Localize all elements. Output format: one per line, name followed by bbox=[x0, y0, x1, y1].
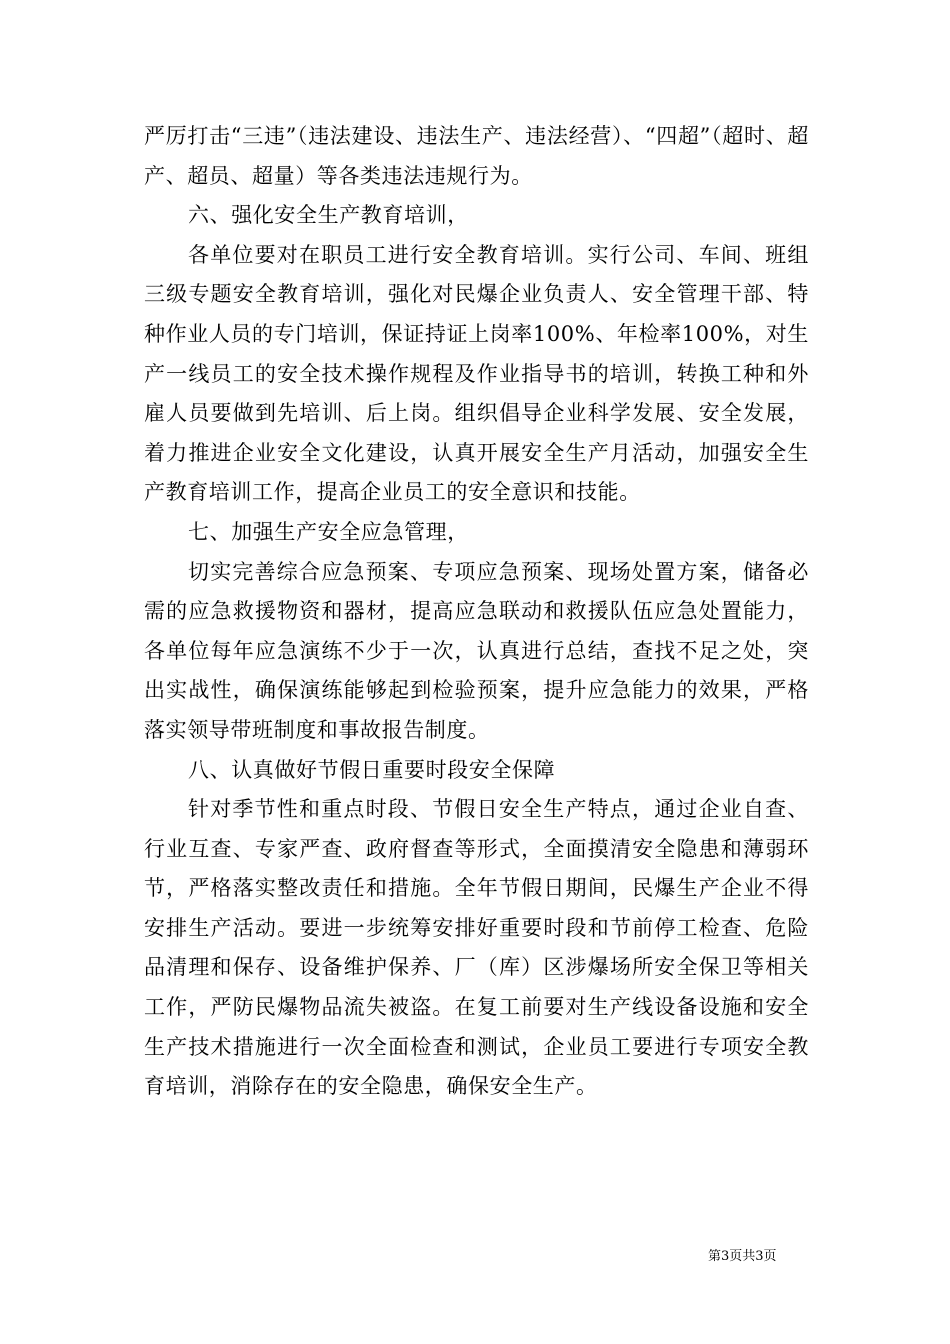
paragraph-emergency: 切实完善综合应急预案、专项应急预案、现场处置方案，储备必需的应急救援物资和器材，提高应急联动和救援队伍应急处置能力，各单位每年应急演练不少于一次，认真进行总结，查找不足之处，突出实战性，确保演练能够起到检验预案，提升应急能力的效果，严格落实领导带班制度和事故报告制度。 bbox=[144, 559, 809, 742]
paragraph-continuation: 严厉打击“三违”（违法建设、违法生产、违法经营）、“四超”（超时、超产、超员、超量）等各类违法违规行为。 bbox=[144, 124, 809, 188]
section-heading-seven: 七、加强生产安全应急管理， bbox=[188, 519, 469, 544]
paragraph-holiday-safety: 针对季节性和重点时段、节假日安全生产特点，通过企业自查、行业互查、专家严查、政府督查等形式，全面摸清安全隐患和薄弱环节，严格落实整改责任和措施。全年节假日期间，民爆生产企业不得安排生产活动。要进一步统筹安排好重要时段和节前停工检查、危险品清理和保存、设备维护保养、厂（库）区涉爆场所安全保卫等相关工作，严防民爆物品流失被盗。在复工前要对生产线设备设施和安全生产技术措施进行一次全面检查和测试，企业员工要进行专项安全教育培训，消除存在的安全隐患，确保安全生产。 bbox=[144, 797, 809, 1099]
section-heading-eight: 八、认真做好节假日重要时段安全保障 bbox=[188, 757, 556, 782]
page-number-footer: 第3页共3页 bbox=[708, 1249, 777, 1264]
paragraph-training: 各单位要对在职员工进行安全教育培训。实行公司、车间、班组三级专题安全教育培训，强化对民爆企业负责人、安全管理干部、特种作业人员的专门培训，保证持证上岗率100%、年检率100%，对生产一线员工的安全技术操作规程及作业指导书的培训，转换工种和外雇人员要做到先培训、后上岗。组织倡导企业科学发展、安全发展，着力推进企业安全文化建设，认真开展安全生产月活动，加强安全生产教育培训工作，提高企业员工的安全意识和技能。 bbox=[144, 242, 809, 505]
document-body bbox=[144, 117, 809, 1107]
section-heading-six: 六、强化安全生产教育培训， bbox=[188, 203, 469, 228]
